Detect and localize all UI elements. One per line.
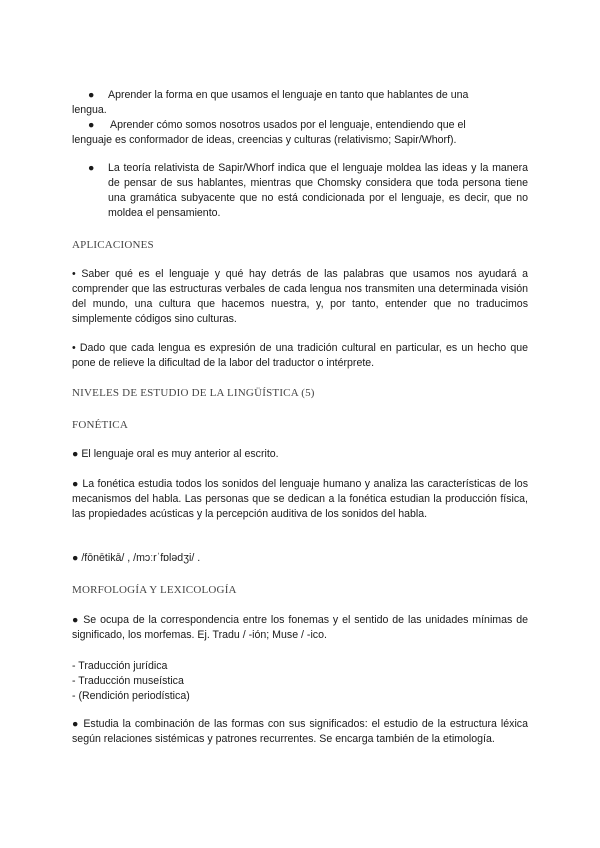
intro-bullet-2-continuation: lenguaje es conformador de ideas, creencias y culturas (relativismo; Sapir/Whorf). bbox=[72, 134, 457, 146]
aplicaciones-paragraph-1: • Saber qué es el lenguaje y qué hay detrás de las palabras que usamos nos ayudará a comprender que las estructuras verbales de cada lengua nos transmiten una determinada visión del mundo, una cultura que hacemos nuestra, y, por tanto, entender que no traducimos simplemente códigos sino culturas. bbox=[72, 268, 528, 325]
section-heading-fonetica: FONÉTICA bbox=[72, 419, 128, 431]
list-item: - Traducción museística bbox=[72, 675, 184, 687]
bullet-marker: ● bbox=[88, 162, 95, 174]
section-heading-niveles: NIVELES DE ESTUDIO DE LA LINGÜÍSTICA (5) bbox=[72, 387, 315, 399]
bullet-marker: ● bbox=[88, 119, 95, 131]
fonetica-paragraph-1: ● El lenguaje oral es muy anterior al escrito. bbox=[72, 448, 279, 460]
bullet-marker: ● bbox=[88, 89, 95, 101]
intro-bullet-1: Aprender la forma en que usamos el lenguaje en tanto que hablantes de una bbox=[108, 89, 469, 101]
section-heading-morfologia: MORFOLOGÍA Y LEXICOLOGÍA bbox=[72, 584, 237, 596]
intro-bullet-1-continuation: lengua. bbox=[72, 104, 107, 116]
list-item: - (Rendición periodística) bbox=[72, 690, 190, 702]
morfologia-paragraph-2: ● Estudia la combinación de las formas con sus significados: el estudio de la estructura léxica según relaciones sistémicas y patrones recurrentes. Se encarga también de la etimología. bbox=[72, 718, 528, 745]
intro-bullet-3: La teoría relativista de Sapir/Whorf indica que el lenguaje moldea las ideas y la manera de pensar de sus hablantes, mientras que Chomsky considera que toda persona tiene una gramática subyacente que no está condicionada por el lenguaje, es decir, que no moldea el pensamiento. bbox=[108, 162, 528, 219]
aplicaciones-paragraph-2: • Dado que cada lengua es expresión de una tradición cultural en particular, es un hecho que pone de relieve la dificultad de la labor del traductor o intérprete. bbox=[72, 342, 528, 369]
intro-bullet-2: Aprender cómo somos nosotros usados por el lenguaje, entendiendo que el bbox=[110, 119, 466, 131]
morfologia-paragraph-1: ● Se ocupa de la correspondencia entre los fonemas y el sentido de las unidades mínimas de significado, los morfemas. Ej. Tradu / -ión; Muse / -ico. bbox=[72, 614, 528, 641]
fonetica-paragraph-2: ● La fonética estudia todos los sonidos del lenguaje humano y analiza las características de los mecanismos del habla. Las personas que se dedican a la fonética estudian la producción física, las propiedades acústicas y la percepción auditiva de los sonidos del habla. bbox=[72, 478, 528, 520]
list-item: - Traducción jurídica bbox=[72, 660, 168, 672]
section-heading-aplicaciones: APLICACIONES bbox=[72, 239, 154, 251]
fonetica-transcription: ● /fōnētikā/ , /mɔːrˈfɒlədʒi/ . bbox=[72, 552, 201, 564]
